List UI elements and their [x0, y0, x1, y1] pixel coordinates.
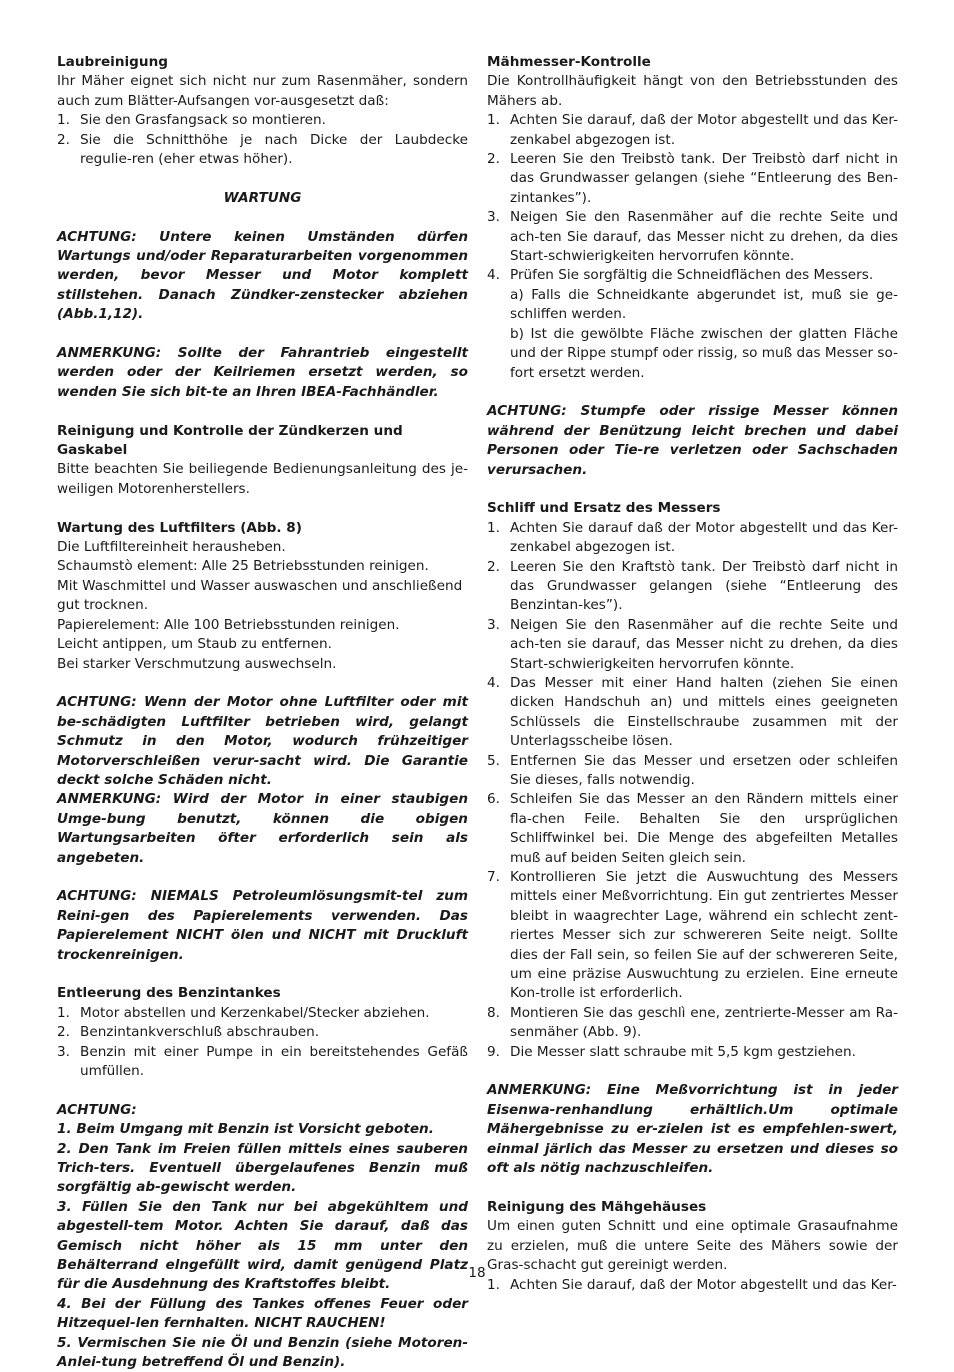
warning-achtung-messer: ACHTUNG: Stumpfe oder rissige Messer können während der Benützung leicht brechen und dabei Personen oder Tie-re verletzen oder Sachschaden verursachen.: [487, 403, 898, 478]
maehgehaeuse-intro: Um einen guten Schnitt und eine optimale Grasaufnahme zu erzielen, muß die untere Seite des Mähers sowie der Gras-schacht gut gereinigt werden.: [487, 1218, 898, 1274]
warning-achtung-petroleum: ACHTUNG: NIEMALS Petroleumlösungsmit-tel zum Reini-gen des Papierelements verwenden. Das Papierelement NICHT ölen und NICHT mit Druckluft trockenreinigen.: [57, 888, 468, 963]
list-item: 3. Neigen Sie den Rasenmäher auf die rechte Seite und ach-ten sie darauf, das Messer nicht zu drehen, da dies Start-schwierigkeiten hervorrufen könnte.: [487, 616, 898, 672]
benzin-warning-line: 1. Beim Umgang mit Benzin ist Vorsicht geboten.: [57, 1121, 434, 1138]
schliff-list: [487, 519, 898, 1062]
luftfilter-line: Papierelement: Alle 100 Betriebsstunden reinigen.: [57, 616, 400, 633]
list-item: 1. Achten Sie darauf, daß der Motor abgestellt und das Ker-zenkabel abgezogen ist.: [487, 112, 898, 148]
list-item: 7. Kontrollieren Sie jetzt die Auswuchtung des Messers mittels einer Meßvorrichtung. Ein gut zentriertes Messer bleibt in waagrechter Lage, während ein schlecht zent-riertes Messer sich zur schwereren Seite neigt. Sollte dies der Fall sein, so feilen Sie auf der schwereren Seite, um eine präzise Auswuchtung zu erzielen. Eine erneute Kon-trolle ist erforderlich.: [487, 869, 898, 1002]
benzintank-list: [57, 1004, 468, 1082]
benzin-warning-line: 5. Vermischen Sie nie Öl und Benzin (siehe Motoren-Anlei-tung betreffend Öl und Benzin).: [57, 1334, 468, 1371]
luftfilter-line: Leicht antippen, um Staub zu entfernen.: [57, 636, 332, 653]
warning-achtung-benzin-title: ACHTUNG:: [57, 1101, 137, 1118]
maehmesser-intro: Die Kontrollhäufigkeit hängt von den Betriebsstunden des Mähers ab.: [487, 73, 898, 109]
maehmesser-list: [487, 111, 898, 383]
list-item: 1. Achten Sie darauf daß der Motor abgestellt und das Ker-zenkabel abgezogen ist.: [487, 519, 898, 556]
note-anmerkung-fahrantrieb: ANMERKUNG: Sollte der Fahrantrieb eingestellt werden oder der Keilriemen ersetzt werden, so wenden Sie sich bit-te an Ihren IBEA-Fachhändler.: [57, 345, 468, 400]
list-item: 1. Sie den Grasfangsack so montieren.: [57, 112, 326, 129]
note-anmerkung-messvorrichtung: ANMERKUNG: Eine Meßvorrichtung ist in jeder Eisenwa-renhandlung erhältlich.Um optimale Mähergebnisse zu er-zielen ist es empfehlen-swert, einmal järlich das Messer zu ersetzen und dieses so oft als nötig nachzuschleifen.: [487, 1082, 898, 1177]
luftfilter-line: Schaumstò element: Alle 25 Betriebsstunden reinigen.: [57, 558, 429, 575]
benzin-warning-line: 2. Den Tank im Freien füllen mittels eines sauberen Trich-ters. Eventuell übergelaufenes Benzin muß sorgfältig ab-gewischt werden.: [57, 1140, 468, 1196]
list-item: 2. Leeren Sie den Treibstò tank. Der Treibstò darf nicht in das Grundwasser gelangen (siehe “Entleerung des Ben-zintankes”).: [487, 151, 898, 206]
section-title-benzintank: Entleerung des Benzintankes: [57, 985, 281, 1002]
section-title-zuendkerzen: Reinigung und Kontrolle der Zündkerzen und Gaskabel: [57, 422, 403, 459]
zuendkerzen-text: Bitte beachten Sie beiliegende Bedienungsanleitung des je-weiligen Motorenherstellers.: [57, 461, 468, 497]
page-number: 18: [468, 1265, 486, 1281]
list-item: 3. Benzin mit einer Pumpe in ein bereitstehendes Gefäß umfüllen.: [57, 1043, 468, 1079]
sub-item-a: a) Falls die Schneidkante abgerundet ist, muß sie ge-schliffen werden.: [510, 286, 898, 323]
benzin-warning-line: 3. Füllen Sie den Tank nur bei abgekühltem und abgestell-tem Motor. Achten Sie darauf, daß das Gemisch nicht höher als 15 mm unter den Behälterrand elngefüllt wird, damit genügend Platz für die Ausdehnung des Kraftstoffes bleibt.: [57, 1198, 468, 1293]
section-title-schliff: Schliff und Ersatz des Messers: [487, 500, 721, 517]
list-item: 2. Sie die Schnitthöhe je nach Dicke der Laubdecke regulie-ren (eher etwas höher).: [57, 131, 468, 168]
laubreinigung-intro: Ihr Mäher eignet sich nicht nur zum Rasenmäher, sondern auch zum Blätter-Aufsangen vor-ausgesetzt daß:: [57, 73, 468, 109]
left-column: [57, 53, 468, 1372]
section-title-maehmesser: Mähmesser-Kontrolle: [487, 54, 651, 70]
luftfilter-line: Mit Waschmittel und Wasser auswaschen und anschließend gut trocknen.: [57, 577, 463, 614]
list-item: 2. Benzintankverschluß abschrauben.: [57, 1024, 320, 1041]
list-item: 3. Neigen Sie den Rasenmäher auf die rechte Seite und ach-ten Sie darauf, das Messer nicht zu drehen, da dies Start-schwierigkeiten hervorrufen könnte.: [487, 209, 898, 265]
list-item: 1. Achten Sie darauf, daß der Motor abgestellt und das Ker-: [487, 1276, 897, 1293]
laubreinigung-list: [57, 111, 468, 169]
warning-achtung-luftfilter: ACHTUNG: Wenn der Motor ohne Luftfilter oder mit be-schädigten Luftfilter betrieben wird, gelangt Schmutz in den Motor, wodurch frühzeitiger Motorverschleißen verur-sacht wird. Die Garantie deckt solche Schäden nicht.: [57, 694, 468, 788]
list-item: 4. Das Messer mit einer Hand halten (ziehen Sie einen dicken Handschuh an) und mittels eines geeigneten Schlüssels die Einstellschraube zusammen mit der Unterlagsscheibe lösen.: [487, 674, 898, 750]
list-item: 6. Schleifen Sie das Messer an den Rändern mittels einer fla-chen Feile. Behalten Sie den ursprüglichen Schliffwinkel bei. Die Menge des abgefeilten Metalles muß auf beiden Seiten gleich sein.: [487, 791, 898, 866]
warning-achtung-wartung: ACHTUNG: Untere keinen Umständen dürfen Wartungs und/oder Reparaturarbeiten vorgenommen werden, bevor Messer und Motor komplett stillstehen. Danach Zündker-zenstecker abziehen (Abb.1,12).: [57, 228, 468, 323]
section-title-laubreinigung: Laubreinigung: [57, 54, 168, 70]
note-anmerkung-staub: ANMERKUNG: Wird der Motor in einer staubigen Umge-bung benutzt, können die obigen Wartungsarbeiten öfter erforderlich sein als angebeten.: [57, 791, 468, 866]
list-item: 8. Montieren Sie das geschlì ene, zentrierte-Messer am Ra-senmäher (Abb. 9).: [487, 1004, 898, 1041]
section-title-wartung: WARTUNG: [223, 189, 302, 206]
luftfilter-line: Bei starker Verschmutzung auswechseln.: [57, 655, 337, 672]
list-item: 2. Leeren Sie den Kraftstò tank. Der Treibstò darf nicht in das Grundwasser gelangen (siehe “Entleerung des Benzintan-kes”).: [487, 558, 898, 614]
list-item: 1. Motor abstellen und Kerzenkabel/Stecker abziehen.: [57, 1004, 430, 1021]
section-title-maehgehaeuse: Reinigung des Mähgehäuses: [487, 1198, 707, 1215]
list-item: 4. Prüfen Sie sorgfältig die Schneidflächen des Messers. a) Falls die Schneidkante abgerundet ist, muß sie ge-schliffen werden. b) Ist die gewölbte Fläche zwischen der glatten Fläche und der Rippe stumpf oder rissig, so muß das Messer so-fort ersetzt werden.: [487, 266, 898, 382]
list-item: 9. Die Messer slatt schraube mit 5,5 kgm gestziehen.: [487, 1043, 856, 1060]
right-column: [487, 53, 898, 1295]
sub-item-b: b) Ist die gewölbte Fläche zwischen der glatten Fläche und der Rippe stumpf oder rissig, so muß das Messer so-fort ersetzt werden.: [510, 325, 898, 381]
section-title-luftfilter: Wartung des Luftfilters (Abb. 8): [57, 519, 302, 536]
benzin-warning-line: 4. Bei der Füllung des Tankes offenes Feuer oder Hitzequel-len fernhalten. NICHT RAUCHEN!: [57, 1295, 468, 1332]
list-item: 5. Entfernen Sie das Messer und ersetzen oder schleifen Sie dieses, falls notwendig.: [487, 752, 898, 788]
luftfilter-line: Die Luftfiltereinheit herausheben.: [57, 539, 286, 556]
